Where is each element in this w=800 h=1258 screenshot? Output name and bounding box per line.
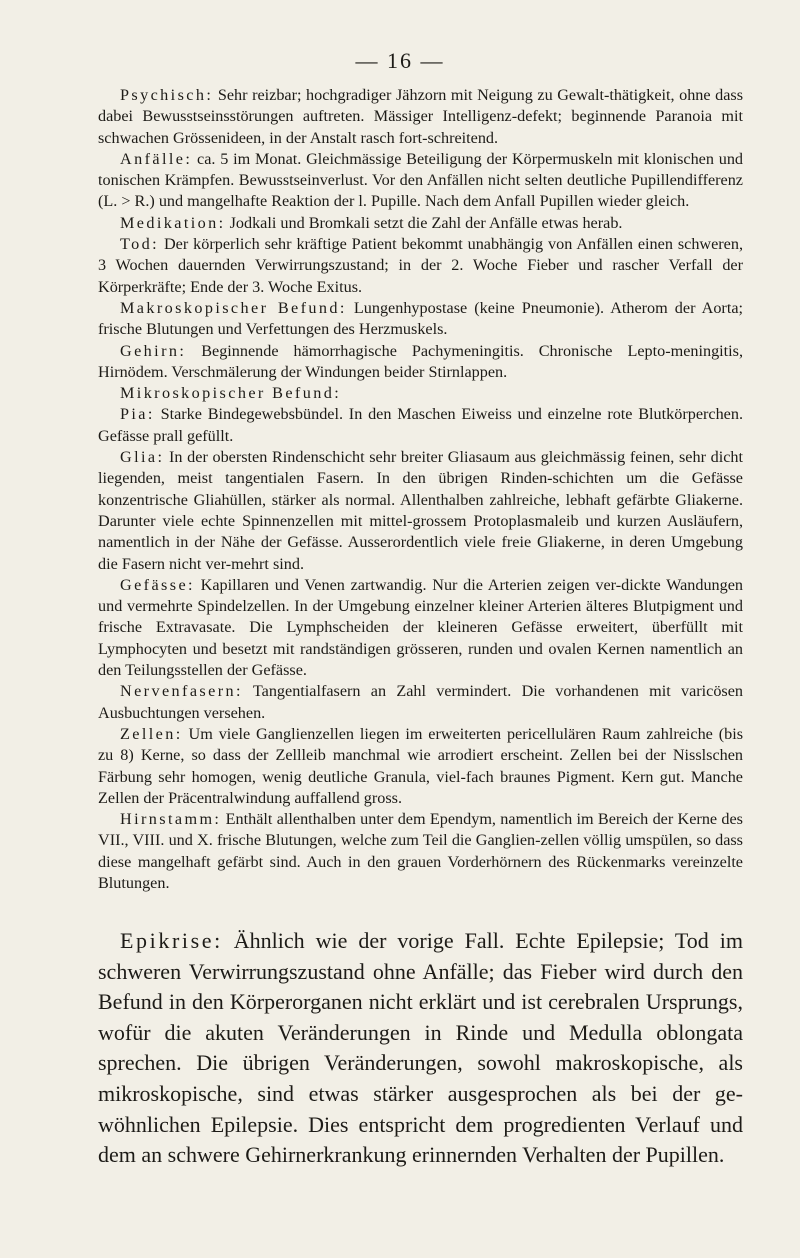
section-text: Lungenhypostase (keine Pneumonie). Atherom der Aorta; frische Blutungen und Verfettungen des Herzmuskels. xyxy=(98,298,743,339)
section-text: Kapillaren und Venen zartwandig. Nur die Arterien zeigen ver-dickte Wandungen und vermehrte Spindelzellen. In der Umgebung einzelner kleiner Arterien älteres Blutpigment und frische Extravasate. Die Lymphscheiden der kleineren Gefässe erweitert, überfüllt mit Lymphocyten und besetzt mit randständigen grösseren, runden und ovalen Kernen namentlich an den Teilungsstellen der Gefässe. xyxy=(98,575,744,680)
section-makroskopischer-befund xyxy=(98,298,743,341)
section-tod xyxy=(98,234,743,298)
section-medikation xyxy=(98,213,743,234)
section-label: Hirnstamm: xyxy=(120,810,222,829)
section-label: Psychisch: xyxy=(120,86,214,104)
section-mikroskopischer-befund xyxy=(98,383,743,404)
section-text: In der obersten Rindenschicht sehr breiter Gliasaum aus gleichmässig feinen, sehr dicht liegenden, meist tangentialen Fasern. In den übrigen Rinden-schichten um die Gefässe konzentrische Gliahüllen, stärker als normal. Allenthalben zahlreiche, lebhaft gefärbte Gliakerne. Darunter viele echte Spinnenzellen mit mittel-grossem Protoplasmaleib und kurzen Ausläufern, namentlich in der Nähe der Gefässe. Ausserordentlich viele freie Gliakerne, in deren Umgebung die Fasern nicht ver-mehrt sind. xyxy=(98,448,743,573)
section-pia xyxy=(98,404,743,447)
section-text: Tangentialfasern an Zahl vermindert. Die vorhandenen mit varicösen Ausbuchtungen versehen. xyxy=(98,682,743,722)
section-zellen xyxy=(98,724,743,809)
section-text: ca. 5 im Monat. Gleichmässige Beteiligung der Körpermuskeln mit klonischen und tonischen Krämpfen. Bewusstseinverlust. Vor den Anfällen nicht selten deutliche Pupillendifferenz (L. > R.) und mangelhafte Reaktion der l. Pupille. Nach dem Anfall Pupillen wieder gleich. xyxy=(98,149,744,211)
section-text: Beginnende hämorrhagische Pachymeningitis. Chronische Lepto-meningitis, Hirnödem. Verschmälerung der Windungen beider Stirnlappen. xyxy=(98,341,743,381)
section-text: Der körperlich sehr kräftige Patient bekommt unabhängig von Anfällen einen schweren, 3 Wochen dauernden Verwirrungszustand; in der 2. Woche Fieber und rascher Verfall der Körperkräfte; Ende der 3. Woche Exitus. xyxy=(98,235,744,296)
epikrise-label: Epikrise: xyxy=(120,928,223,953)
section-label: Zellen: xyxy=(120,724,183,743)
section-label: Mikroskopischer Befund: xyxy=(120,384,342,403)
section-nervenfasern xyxy=(98,681,743,724)
section-label: Gefässe: xyxy=(120,575,195,594)
page-number: — 16 — xyxy=(355,48,445,73)
section-anfaelle xyxy=(98,149,743,213)
epikrise-text: Ähnlich wie der vorige Fall. Echte Epilepsie; Tod im schweren Verwirrungszustand ohne Anfälle; das Fieber wird durch den Befund in den Körperorganen nicht erklärt und ist cerebralen Ursprungs, wofür die akuten Veränderungen in Rinde und Medulla oblongata sprechen. Die übrigen Veränderungen, sowohl makroskopische, als mikroskopische, sind etwas stärker ausgesprochen als bei der ge-wöhnlichen Epilepsie. Dies entspricht dem progredienten Verlauf und dem an schwere Gehirnerkrankung erinnernden Verhalten der Pupillen. xyxy=(98,928,743,1168)
section-label: Makroskopischer Befund: xyxy=(120,298,347,317)
section-text: Sehr reizbar; hochgradiger Jähzorn mit Neigung zu Gewalt-thätigkeit, ohne dass dabei Bewusstseinsstörungen auftreten. Mässiger Intelligenz-defekt; beginnende Paranoia mit schwachen Grössenideen, in der Anstalt rasch fort-schreitend. xyxy=(98,86,744,147)
section-label: Medikation: xyxy=(120,213,226,232)
section-label: Nervenfasern: xyxy=(120,682,243,701)
section-text: Enthält allenthalben unter dem Ependym, namentlich im Bereich der Kerne des VII., VIII. und X. frische Blutungen, welche zum Teil die Ganglien-zellen völlig umspülen, so dass diese mangelhaft gefärbt sind. Auch in den grauen Vorderhörnern des Rückenmarks vereinzelte Blutungen. xyxy=(98,810,743,892)
section-label: Pia: xyxy=(120,405,155,424)
section-label: Anfälle: xyxy=(120,149,193,168)
epikrise-paragraph xyxy=(98,926,743,1171)
section-label: Gehirn: xyxy=(120,341,187,360)
section-label: Tod: xyxy=(120,235,160,254)
section-text: Jodkali und Bromkali setzt die Zahl der Anfälle etwas herab. xyxy=(229,213,623,232)
section-hirnstamm xyxy=(98,809,743,894)
section-psychisch xyxy=(98,85,743,149)
section-gehirn xyxy=(98,341,743,384)
section-gefaesse xyxy=(98,575,743,681)
section-text: Um viele Ganglienzellen liegen im erweiterten pericellulären Raum zahlreiche (bis zu 8) Kerne, so dass der Zellleib manchmal wie arrodiert erscheint. Zellen bei der Nisslschen Färbung sehr homogen, wenig deutliche Granula, viel-fach braunes Pigment. Kern gut. Manche Zellen der Präcentralwindung auffallend gross. xyxy=(98,724,744,807)
case-report-body xyxy=(98,85,743,894)
section-label: Glia: xyxy=(120,448,165,467)
section-glia xyxy=(98,447,743,575)
epikrise xyxy=(98,926,743,1171)
section-text: Starke Bindegewebsbündel. In den Maschen Eiweiss und einzelne rote Blutkörperchen. Gefässe prall gefüllt. xyxy=(98,405,743,445)
